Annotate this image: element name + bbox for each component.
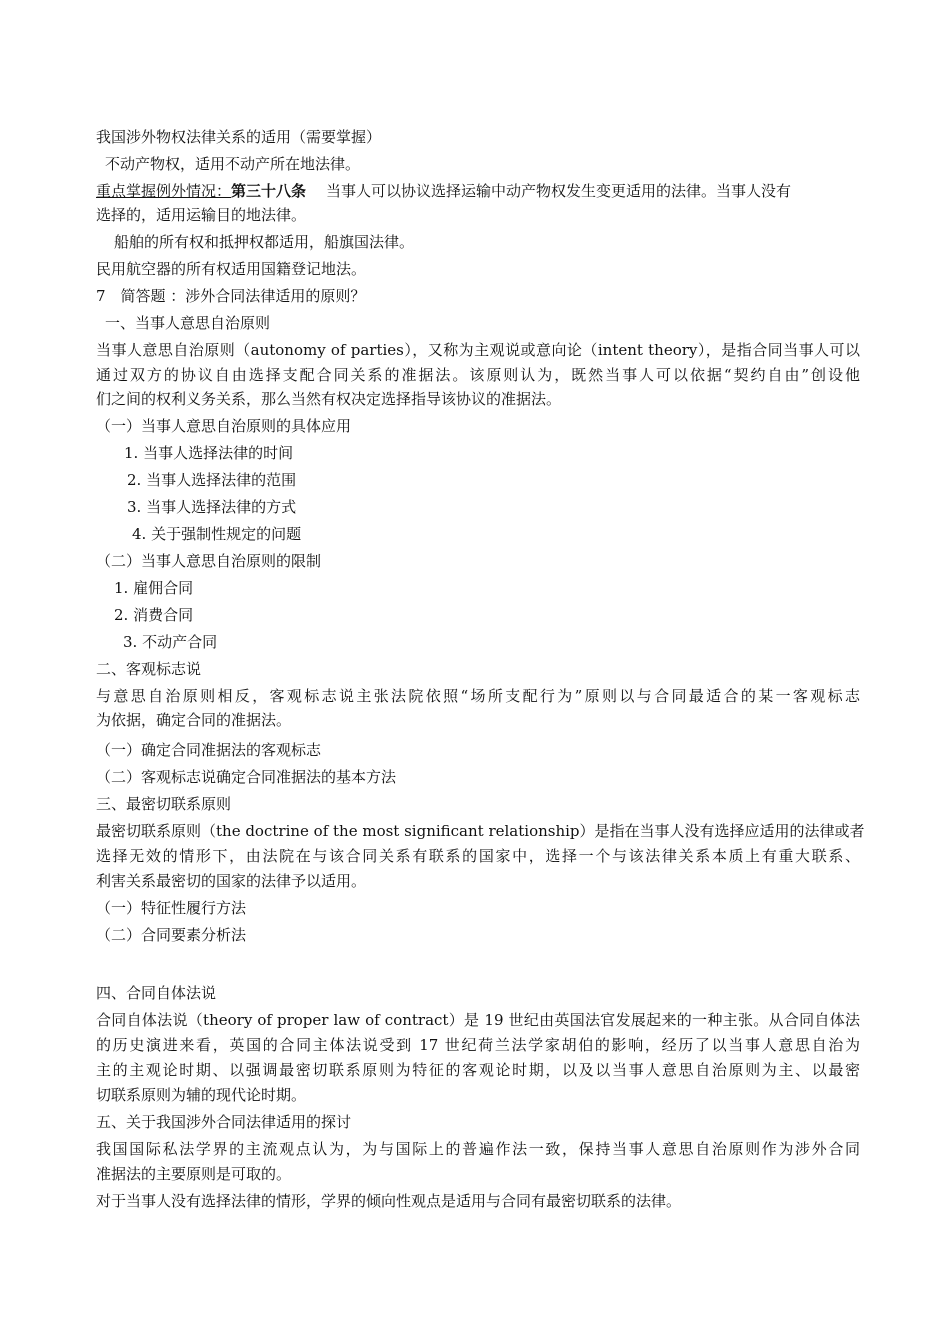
subheading-objective-method: （二）客观标志说确定合同准据法的基本方法 bbox=[96, 768, 397, 786]
paragraph-exception bbox=[96, 181, 860, 201]
paragraph-party-autonomy-1: 当事人意思自治原则（autonomy of parties），又称为主观说或意向论（intent theory），是指合同当事人可以 bbox=[96, 341, 860, 359]
list-item-employment: 1. 雇佣合同 bbox=[114, 579, 194, 597]
list-item-consumer: 2. 消费合同 bbox=[114, 606, 194, 624]
section-heading-property-law: 我国涉外物权法律关系的适用（需要掌握） bbox=[96, 128, 382, 146]
paragraph-immovable-property: 不动产物权，适用不动产所在地法律。 bbox=[105, 155, 361, 173]
paragraph-proper-law-1: 合同自体法说（theory of proper law of contract）是 19 世纪由英国法官发展起来的一种主张。从合同自体法 bbox=[96, 1011, 860, 1029]
paragraph-proper-law-3: 主的主观论时期、以强调最密切联系原则为特征的客观论时期，以及以当事人意思自治原则为主、以最密 bbox=[96, 1061, 860, 1079]
paragraph-closest-1: 最密切联系原则（the doctrine of the most significant relationship）是指在当事人没有选择应适用的法律或者 bbox=[96, 822, 865, 840]
heading-objective-markers: 二、客观标志说 bbox=[96, 660, 202, 678]
paragraph-closest-2: 选择无效的情形下，由法院在与该合同关系有联系的国家中，选择一个与该法律关系本质上有重大联系、 bbox=[96, 847, 860, 865]
heading-party-autonomy: 一、当事人意思自治原则 bbox=[105, 314, 271, 332]
question-heading: 7 简答题 ：涉外合同法律适用的原则？ bbox=[96, 287, 366, 305]
heading-proper-law: 四、合同自体法说 bbox=[96, 984, 217, 1002]
article-38-text: 当事人可以协议选择运输中动产物权发生变更适用的法律。当事人没有 bbox=[326, 182, 792, 200]
paragraph-proper-law-2: 的历史演进来看，英国的合同主体法说受到 17 世纪荷兰法学家胡伯的影响，经历了以当事人意思自治为 bbox=[96, 1036, 860, 1054]
list-item-mandatory: 4. 关于强制性规定的问题 bbox=[132, 525, 302, 543]
heading-china-discussion: 五、关于我国涉外合同法律适用的探讨 bbox=[96, 1113, 352, 1131]
paragraph-closest-3: 利害关系最密切的国家的法律予以适用。 bbox=[96, 872, 367, 890]
subheading-elements: （二）合同要素分析法 bbox=[96, 926, 247, 944]
list-item-method: 3. 当事人选择法律的方式 bbox=[127, 498, 297, 516]
subheading-characteristic: （一）特征性履行方法 bbox=[96, 899, 247, 917]
paragraph-proper-law-4: 切联系原则为辅的现代论时期。 bbox=[96, 1086, 307, 1104]
paragraph-party-autonomy-2: 通过双方的协议自由选择支配合同关系的准据法。该原则认为，既然当事人可以依据“契约自由”创设他 bbox=[96, 366, 860, 384]
subheading-limits: （二）当事人意思自治原则的限制 bbox=[96, 552, 322, 570]
paragraph-aircraft: 民用航空器的所有权适用国籍登记地法。 bbox=[96, 260, 367, 278]
emphasis-exception-label: 重点掌握例外情况： bbox=[96, 182, 232, 200]
subheading-application: （一）当事人意思自治原则的具体应用 bbox=[96, 417, 352, 435]
article-38-label: 第三十八条 bbox=[231, 182, 307, 200]
paragraph-objective-1: 与意思自治原则相反，客观标志说主张法院依照“场所支配行为”原则以与合同最适合的某一客观标志 bbox=[96, 687, 860, 705]
list-item-scope: 2. 当事人选择法律的范围 bbox=[127, 471, 297, 489]
paragraph-objective-2: 为依据，确定合同的准据法。 bbox=[96, 711, 292, 729]
paragraph-ships: 船舶的所有权和抵押权都适用，船旗国法律。 bbox=[114, 233, 415, 251]
paragraph-china-1: 我国国际私法学界的主流观点认为，为与国际上的普遍作法一致，保持当事人意思自治原则作为涉外合同 bbox=[96, 1140, 860, 1158]
list-item-real-estate: 3. 不动产合同 bbox=[123, 633, 218, 651]
list-item-time: 1. 当事人选择法律的时间 bbox=[124, 444, 294, 462]
paragraph-exception-continued: 选择的，适用运输目的地法律。 bbox=[96, 206, 307, 224]
heading-closest-connection: 三、最密切联系原则 bbox=[96, 795, 232, 813]
paragraph-china-3: 对于当事人没有选择法律的情形，学界的倾向性观点是适用与合同有最密切联系的法律。 bbox=[96, 1192, 682, 1210]
paragraph-china-2: 准据法的主要原则是可取的。 bbox=[96, 1165, 292, 1183]
paragraph-party-autonomy-3: 们之间的权利义务关系，那么当然有权决定选择指导该协议的准据法。 bbox=[96, 390, 562, 408]
subheading-objective-markers: （一）确定合同准据法的客观标志 bbox=[96, 741, 322, 759]
